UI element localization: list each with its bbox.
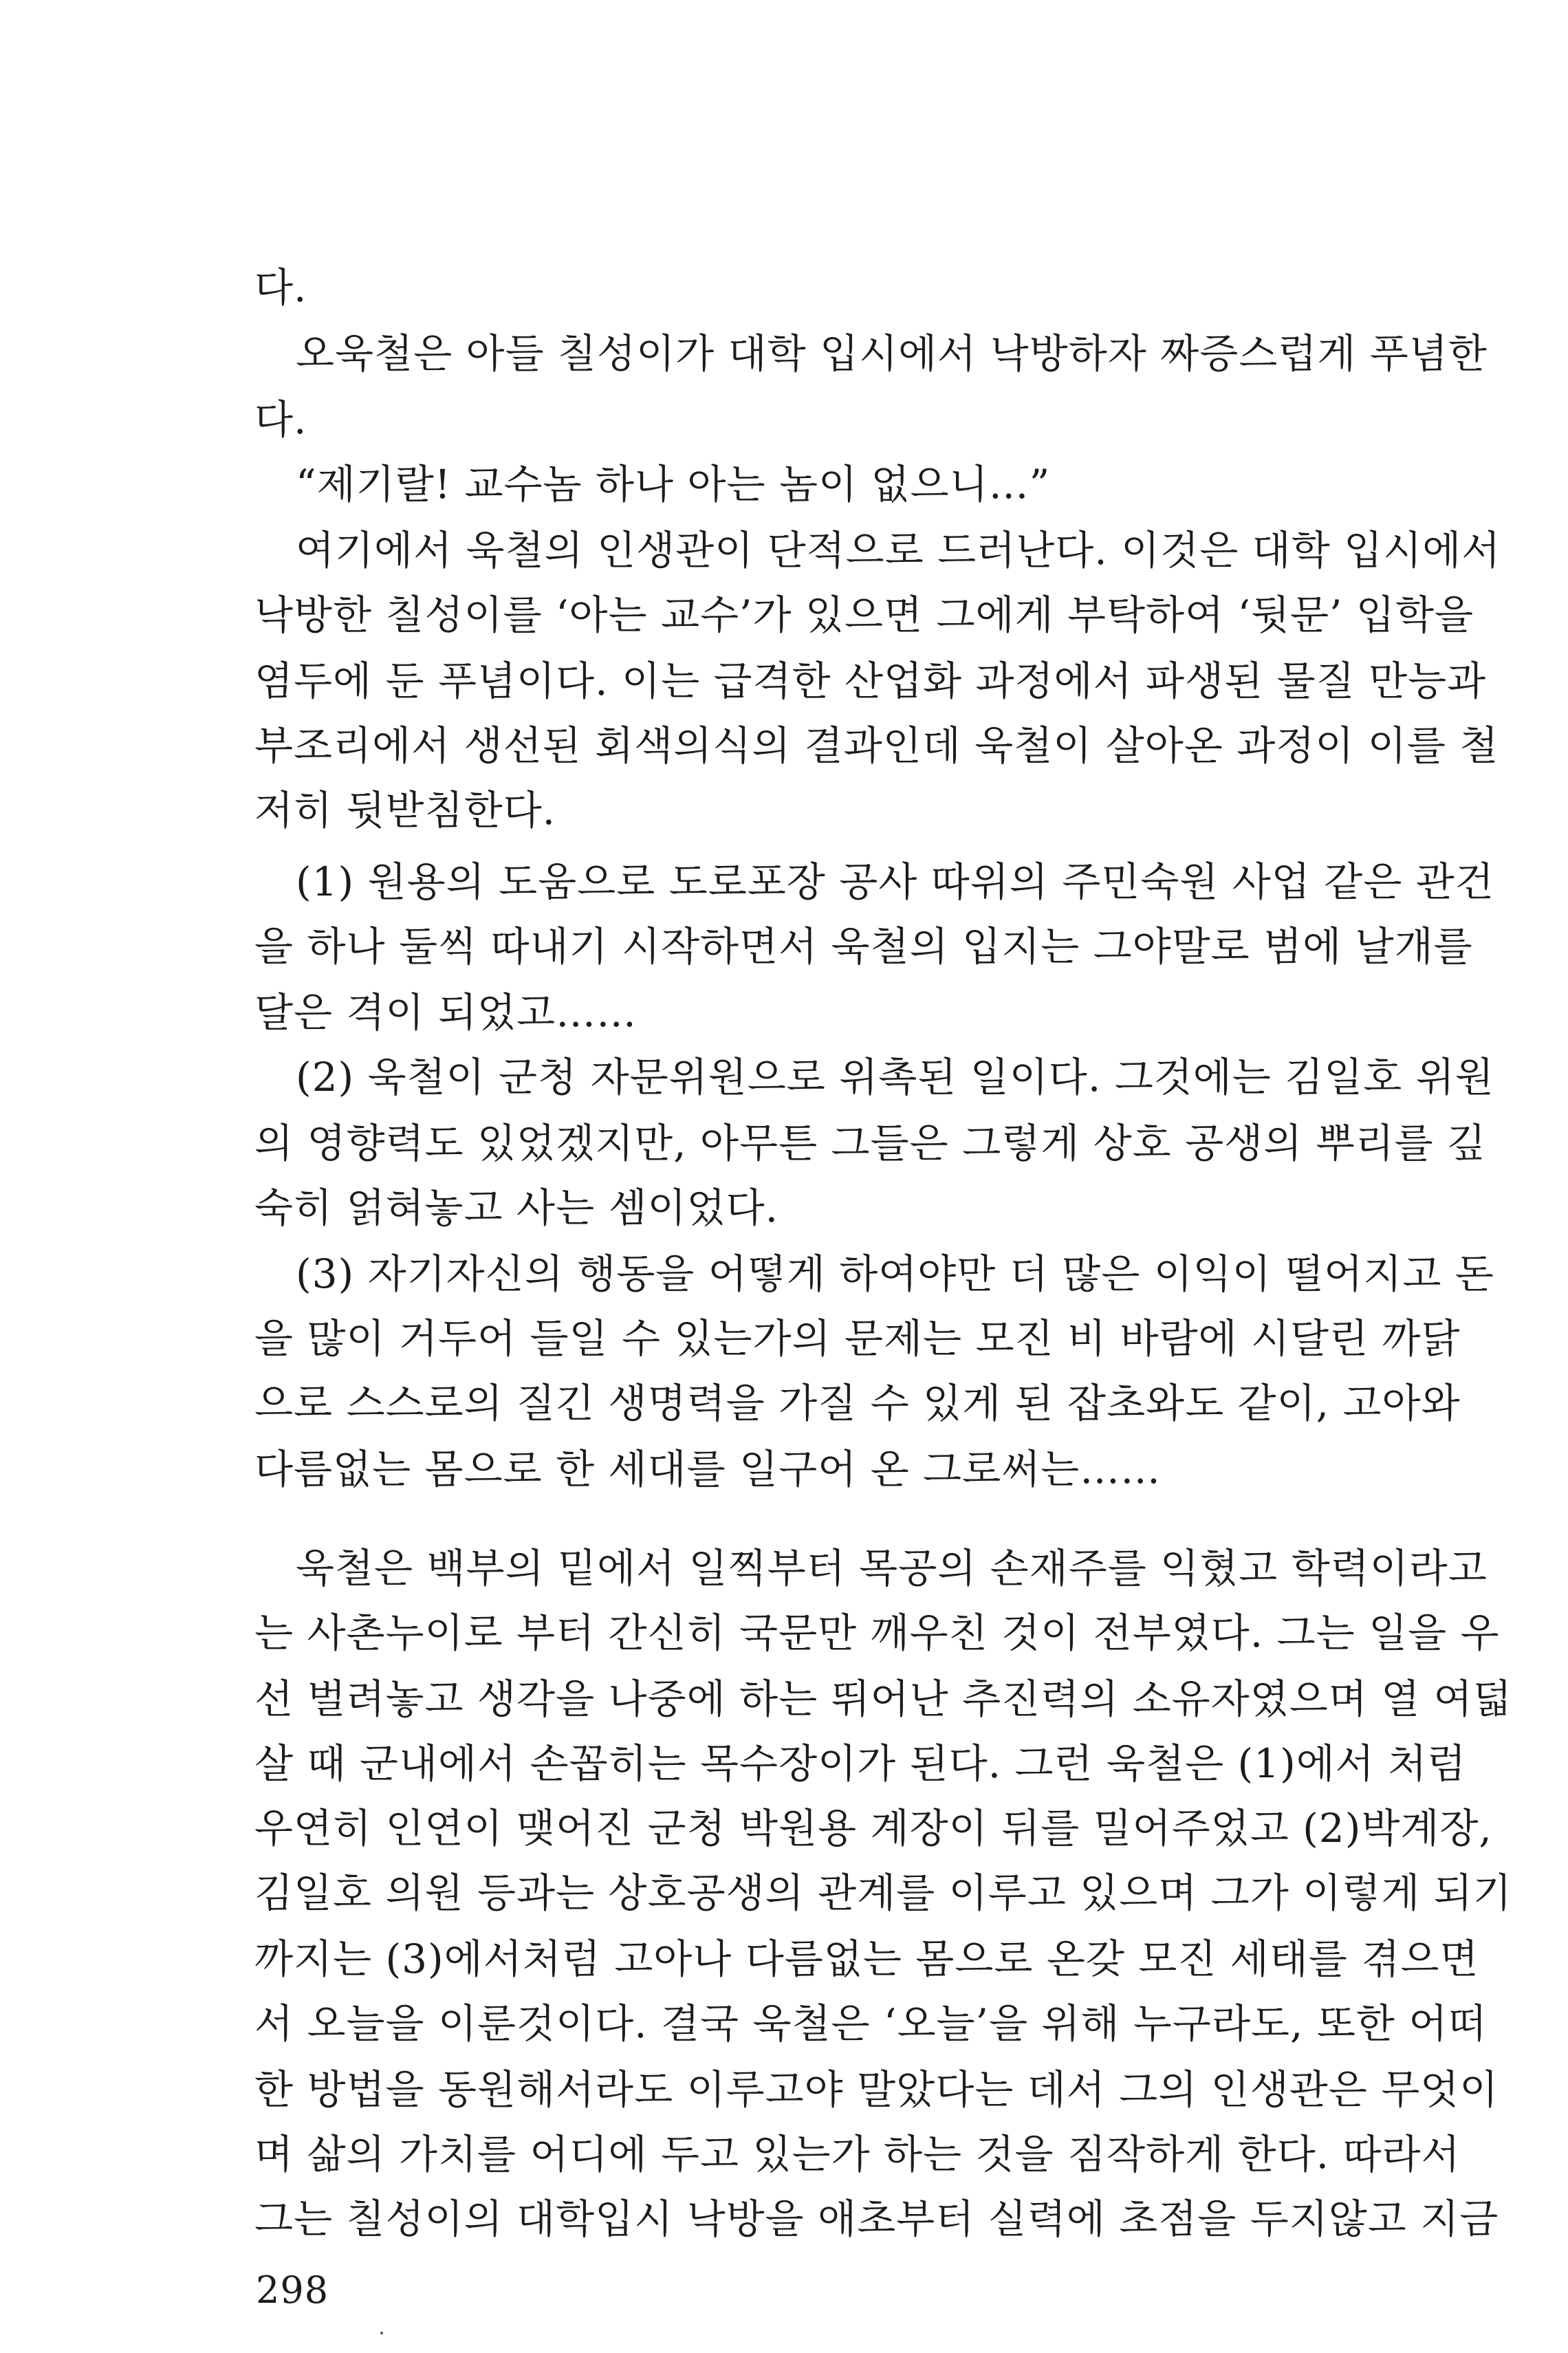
text-line: 다. <box>254 396 307 443</box>
text-line: 욱철은 백부의 밑에서 일찍부터 목공의 손재주를 익혔고 학력이라고 <box>296 1545 1488 1592</box>
text-line: 며 삶의 가치를 어디에 두고 있는가 하는 것을 짐작하게 한다. 따라서 <box>254 2131 1461 2178</box>
text-line: 우연히 인연이 맺어진 군청 박원용 계장이 뒤를 밀어주었고 (2)박계장, <box>254 1805 1492 1852</box>
text-line: 을 하나 둘씩 따내기 시작하면서 욱철의 입지는 그야말로 범에 날개를 <box>254 923 1473 970</box>
text-line: 선 벌려놓고 생각을 나중에 하는 뛰어난 추진력의 소유자였으며 열 여덟 <box>254 1676 1512 1722</box>
text-line: 숙히 얽혀놓고 사는 셈이었다. <box>254 1184 779 1231</box>
text-line: (2) 욱철이 군청 자문위원으로 위촉된 일이다. 그것에는 김일호 위원 <box>296 1054 1494 1100</box>
text-line: 는 사촌누이로 부터 간신히 국문만 깨우친 것이 전부였다. 그는 일을 우 <box>254 1609 1500 1656</box>
text-line: 의 영향력도 있었겠지만, 아무튼 그들은 그렇게 상호 공생의 뿌리를 깊 <box>254 1120 1487 1167</box>
text-line: 저히 뒷받침한다. <box>254 787 556 834</box>
text-line: (1) 원용의 도움으로 도로포장 공사 따위의 주민숙원 사업 같은 관건 <box>296 858 1494 905</box>
text-line: 여기에서 욱철의 인생관이 단적으로 드러난다. 이것은 대학 입시에서 <box>296 527 1501 574</box>
text-line: 살 때 군내에서 손꼽히는 목수장이가 된다. 그런 욱철은 (1)에서 처럼 <box>254 1740 1467 1787</box>
text-line: 염두에 둔 푸념이다. 이는 급격한 산업화 과정에서 파생된 물질 만능과 <box>254 658 1487 704</box>
text-line: 김일호 의원 등과는 상호공생의 관계를 이루고 있으며 그가 이렇게 되기 <box>254 1869 1512 1916</box>
text-line: 까지는 (3)에서처럼 고아나 다름없는 몸으로 온갖 모진 세태를 겪으면 <box>254 1935 1479 1982</box>
text-line: 다. <box>254 264 307 311</box>
text-line: 으로 스스로의 질긴 생명력을 가질 수 있게 된 잡초와도 같이, 고아와 <box>254 1380 1461 1427</box>
text-line: 한 방법을 동원해서라도 이루고야 말았다는 데서 그의 인생관은 무엇이 <box>254 2066 1499 2113</box>
text-line: 오욱철은 아들 칠성이가 대학 입시에서 낙방하자 짜증스럽게 푸념한 <box>296 330 1488 377</box>
text-line: 서 오늘을 이룬것이다. 결국 욱철은 ‘오늘’을 위해 누구라도, 또한 어떠 <box>254 2000 1488 2047</box>
text-line: 그는 칠성이의 대학입시 낙방을 애초부터 실력에 초점을 두지않고 지금 <box>254 2195 1499 2242</box>
text-line: (3) 자기자신의 행동을 어떻게 하여야만 더 많은 이익이 떨어지고 돈 <box>296 1250 1494 1297</box>
text-line: 낙방한 칠성이를 ‘아는 교수’가 있으면 그에게 부탁하여 ‘뒷문’ 입학을 <box>254 592 1474 638</box>
text-line: “제기랄! 교수놈 하나 아는 놈이 없으니…” <box>296 461 1051 508</box>
text-line: 다름없는 몸으로 한 세대를 일구어 온 그로써는…… <box>254 1446 1162 1493</box>
page-number: 298 <box>256 2268 329 2312</box>
scan-speck <box>380 2332 383 2334</box>
text-line: 달은 격이 되었고…… <box>254 989 638 1036</box>
text-line: 부조리에서 생선된 회색의식의 결과인데 욱철이 살아온 과정이 이를 철 <box>254 722 1499 769</box>
text-line: 을 많이 거두어 들일 수 있는가의 문제는 모진 비 바람에 시달린 까닭 <box>254 1315 1461 1362</box>
